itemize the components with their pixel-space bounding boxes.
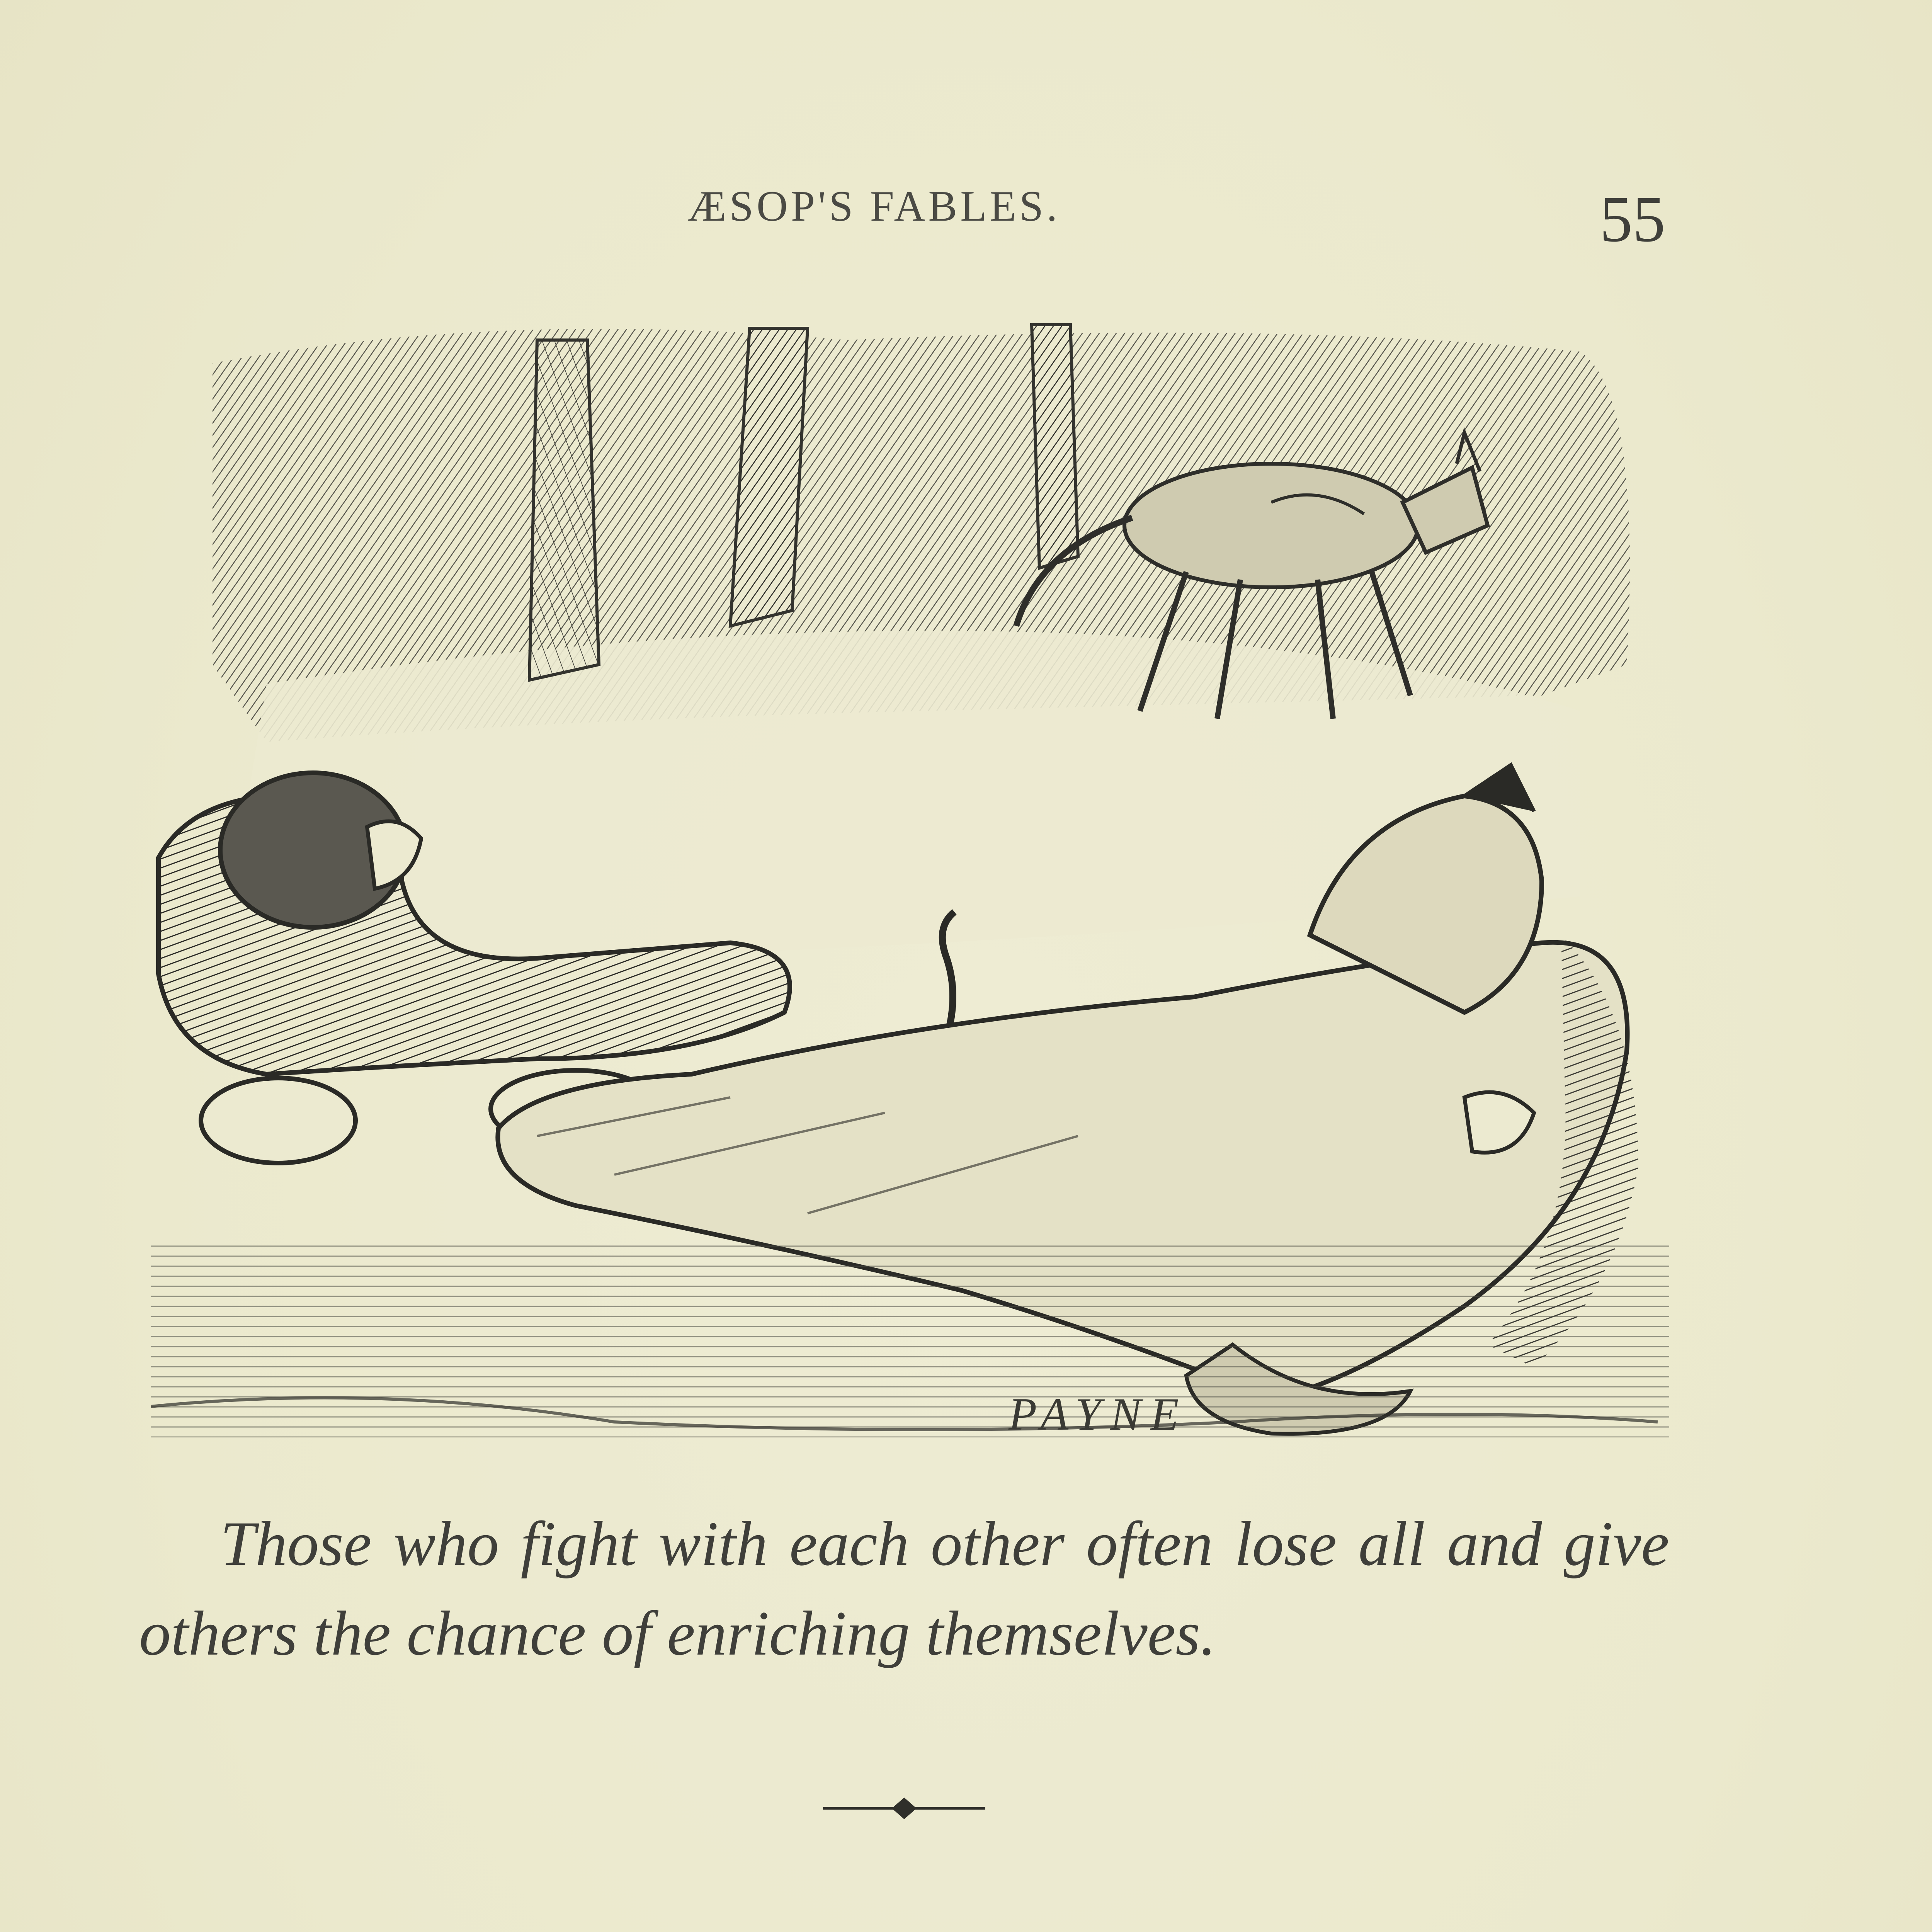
fable-illustration [151,317,1669,1461]
fable-moral: Those who fight with each other often lose all and give others the chance of enriching themselves. [139,1509,1669,1668]
running-title: ÆSOP'S FABLES. [688,182,1061,230]
tree-trunk [529,340,599,680]
page-number: 55 [1600,183,1665,255]
engraving-lion-bear-fox-illustration [151,317,1669,1461]
ground-hatching [151,1244,1669,1437]
diamond-rule-ornament [819,1789,989,1828]
engraver-signature: PAYNE [1009,1388,1188,1440]
tree-trunk [1032,325,1078,568]
